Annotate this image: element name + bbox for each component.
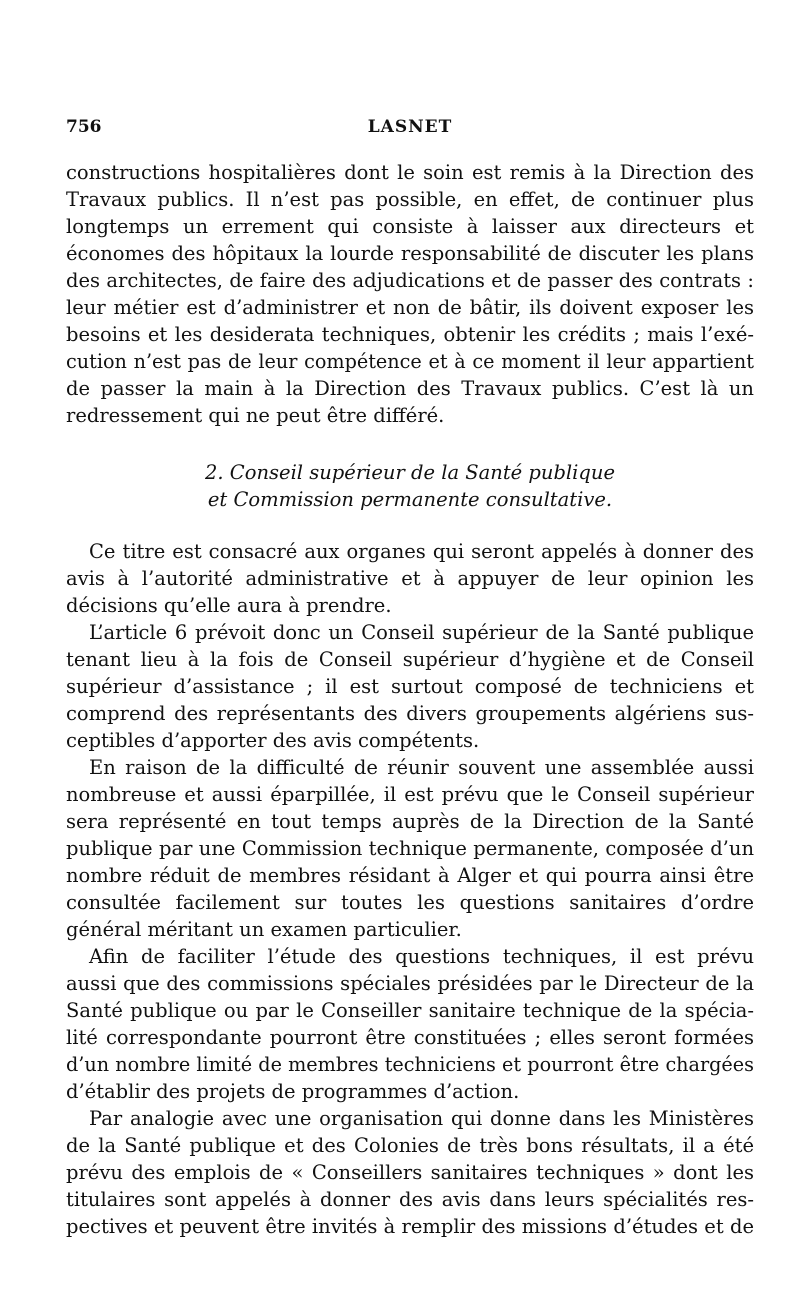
text-line: comprend des représentants des divers groupements algériens sus- [66, 702, 754, 725]
text-line: publique par une Commission technique permanente, composée d’un [66, 837, 754, 860]
text-line: ceptibles d’apporter des avis compétents. [66, 729, 480, 752]
text-line: économes des hôpitaux la lourde responsabilité de discuter les plans [66, 242, 754, 265]
text-line: général méritant un examen particulier. [66, 918, 462, 941]
text-line: prévu des emplois de « Conseillers sanitaires techniques » dont les [66, 1161, 754, 1184]
page-header [66, 117, 754, 141]
text-line: des architectes, de faire des adjudications et de passer des contrats : [66, 269, 754, 292]
text-line: décisions qu’elle aura à prendre. [66, 594, 392, 617]
text-line: aussi que des commissions spéciales présidées par le Directeur de la [66, 972, 754, 995]
text-line: avis à l’autorité administrative et à appuyer de leur opinion les [66, 567, 754, 590]
text-line: nombre réduit de membres résidant à Alger et qui pourra ainsi être [66, 864, 754, 887]
text-line: longtemps un errement qui consiste à laisser aux directeurs et [66, 215, 754, 238]
text-line: leur métier est d’administrer et non de bâtir, ils doivent exposer les [66, 296, 754, 319]
text-line: Travaux publics. Il n’est pas possible, en effet, de continuer plus [66, 188, 754, 211]
text-line: constructions hospitalières dont le soin est remis à la Direction des [66, 161, 754, 184]
text-line: consultée facilement sur toutes les questions sanitaires d’ordre [66, 891, 754, 914]
text-line: Ce titre est consacré aux organes qui seront appelés à donner des [89, 540, 754, 563]
text-line: d’établir des projets de programmes d’action. [66, 1080, 520, 1103]
text-line: nombreuse et aussi éparpillée, il est prévu que le Conseil supérieur [66, 783, 754, 806]
text-line: de la Santé publique et des Colonies de très bons résultats, il a été [66, 1134, 754, 1157]
running-head: LASNET [367, 117, 453, 137]
text-line: pectives et peuvent être invités à remplir des missions d’études et de [66, 1215, 754, 1238]
section-heading-line: 2. Conseil supérieur de la Santé publique [205, 461, 615, 484]
page-number: 756 [66, 117, 102, 137]
text-line: cution n’est pas de leur compétence et à ce moment il leur appartient [66, 350, 754, 373]
section-heading-line: et Commission permanente consultative. [207, 488, 613, 511]
text-line: besoins et les desiderata techniques, obtenir les crédits ; mais l’exé- [66, 323, 754, 346]
text-line: Santé publique ou par le Conseiller sanitaire technique de la spécia- [66, 999, 754, 1022]
text-line: Par analogie avec une organisation qui donne dans les Ministères [89, 1107, 754, 1130]
text-line: sera représenté en tout temps auprès de la Direction de la Santé [66, 810, 754, 833]
text-line: de passer la main à la Direction des Travaux publics. C’est là un [66, 377, 754, 400]
text-line: lité correspondante pourront être constituées ; elles seront formées [66, 1026, 754, 1049]
text-line: L’article 6 prévoit donc un Conseil supérieur de la Santé publique [89, 621, 754, 644]
text-line: redressement qui ne peut être différé. [66, 404, 445, 427]
text-line: En raison de la difficulté de réunir souvent une assemblée aussi [89, 756, 754, 779]
text-line: Afin de faciliter l’étude des questions techniques, il est prévu [89, 945, 754, 968]
text-line: d’un nombre limité de membres techniciens et pourront être chargées [66, 1053, 754, 1076]
text-line: supérieur d’assistance ; il est surtout composé de techniciens et [66, 675, 754, 698]
text-line: titulaires sont appelés à donner des avis dans leurs spécialités res- [66, 1188, 754, 1211]
text-line: tenant lieu à la fois de Conseil supérieur d’hygiène et de Conseil [66, 648, 754, 671]
